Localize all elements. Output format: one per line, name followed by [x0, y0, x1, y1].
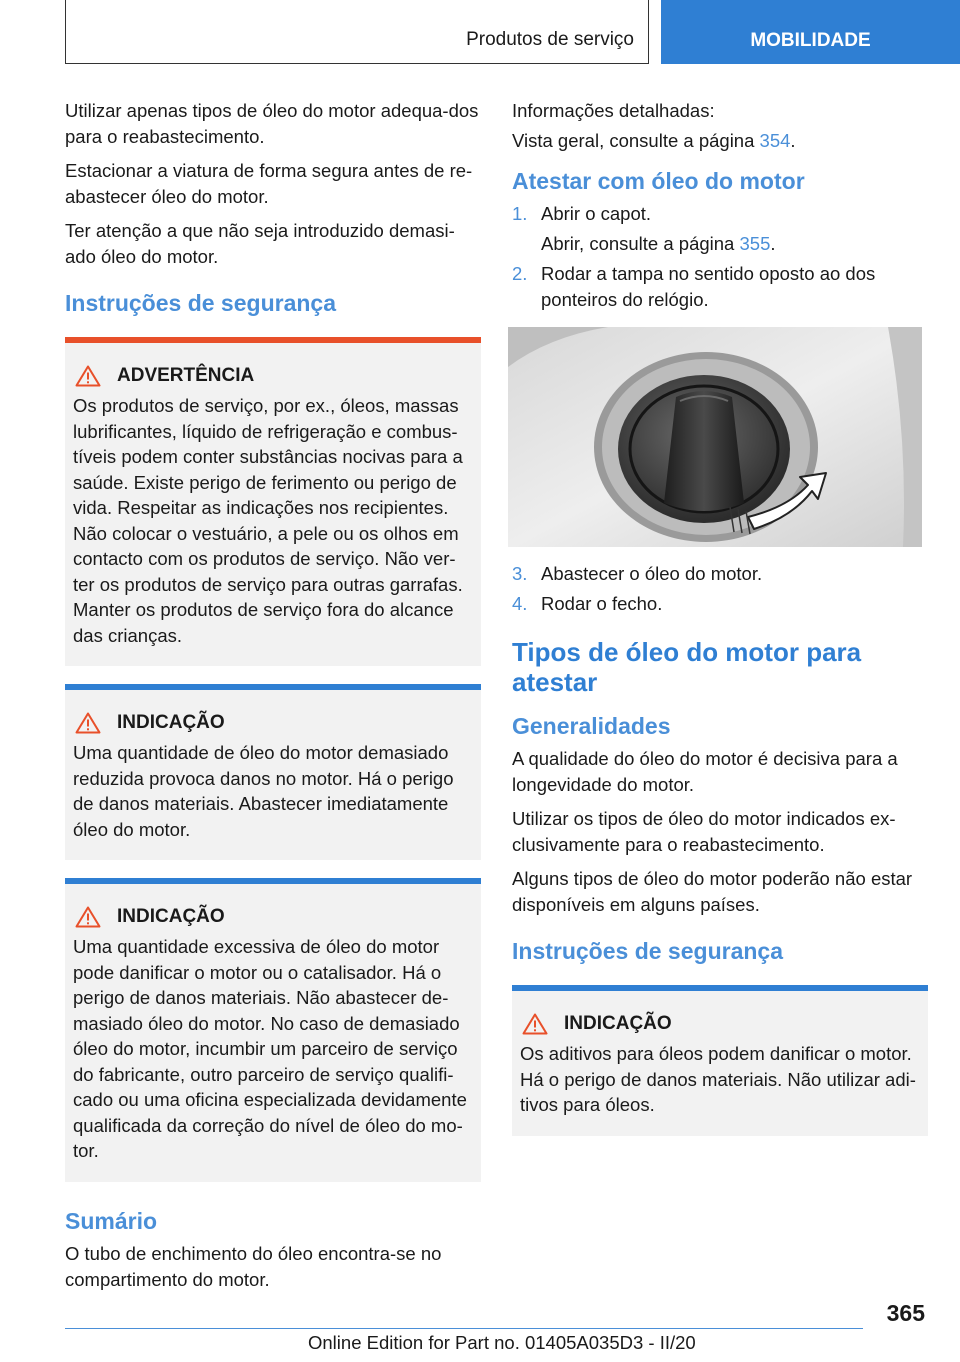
caution-triangle-icon [75, 906, 101, 928]
list-item: 4. Rodar o fecho. [512, 593, 663, 614]
note-box-2 [65, 878, 481, 1182]
list-item: 1. Abrir o capot. [512, 203, 652, 224]
hood-page-link[interactable]: 355 [739, 233, 771, 254]
header-section-tab [65, 0, 649, 64]
general-heading: Generalidades [512, 713, 671, 739]
step-1-reference: Abrir, consulte a página 355. [541, 233, 776, 254]
note-2-title: INDICAÇÃO [117, 906, 225, 927]
overview-reference: Vista geral, consulte a página 354. [512, 130, 796, 151]
intro-paragraph-2: Estacionar a viatura de forma segura antes de re-abastecer óleo do motor. [65, 160, 473, 207]
warning-box [65, 337, 481, 666]
caution-triangle-icon [75, 712, 101, 734]
list-item: 2. Rodar a tampa no sentido oposto ao dos ponteiros do relógio. [512, 263, 876, 310]
safety-heading-right: Instruções de segurança [512, 938, 783, 964]
summary-text: O tubo de enchimento do óleo encontra-se no compartimento do motor. [65, 1242, 442, 1290]
header-chapter-title: MOBILIDADE [750, 30, 871, 51]
general-paragraph-2: Utilizar os tipos de óleo do motor indicados ex-clusivamente para o reabastecimento. [512, 808, 896, 855]
note-box-1 [65, 684, 481, 860]
list-item: 3. Abastecer o óleo do motor. [512, 563, 763, 584]
left-column [65, 98, 481, 1301]
caution-triangle-icon [522, 1013, 548, 1035]
warning-title: ADVERTÊNCIA [117, 365, 255, 386]
intro-paragraph-3: Ter atenção a que não seja introduzido demasi-ado óleo do motor. [65, 220, 455, 267]
note-1-title: INDICAÇÃO [117, 712, 225, 733]
general-paragraph-3: Alguns tipos de óleo do motor poderão não estar disponíveis em alguns países. [512, 868, 913, 915]
topup-heading: Atestar com óleo do motor [512, 168, 805, 194]
safety-heading-left: Instruções de segurança [65, 290, 336, 316]
overview-page-link[interactable]: 354 [759, 130, 791, 151]
warning-triangle-icon [75, 365, 101, 387]
general-paragraph-1: A qualidade do óleo do motor é decisiva para a longevidade do motor. [512, 748, 898, 795]
note-2-text: Uma quantidade excessiva de óleo do motor pode danificar o motor ou o catalisador. Há o perigo de danos materiais. Não abastecer de-masiado óleo do motor. No caso de demasiado óleo do motor, incumbir um parceiro de serviço do fabricante, outro parceiro de serviço qualifi-cado ou uma oficina especializada devidamente qualificada da correção do nível de óleo do mo-tor. [73, 936, 467, 1161]
summary-heading: Sumário [65, 1207, 158, 1234]
topup-steps-b [512, 261, 928, 313]
page-number: 365 [886, 1300, 925, 1326]
details-label: Informações detalhadas: [512, 100, 715, 121]
footer-divider [65, 1328, 863, 1329]
topup-steps-c [512, 561, 928, 617]
warning-text: Os produtos de serviço, por ex., óleos, massas lubrificantes, líquido de refrigeração e combus-tíveis podem conter substâncias nocivas para a saúde. Existe perigo de ferimento ou perigo de vida. Respeitar as indicações nos recipientes. Não colocar o vestuário, a pele ou os olhos em contacto com os produtos de serviço. Não ver-ter os produtos de serviço para outras garrafas. Manter os produtos de serviço fora do alcance das crianças. [73, 395, 463, 646]
intro-paragraph-1: Utilizar apenas tipos de óleo do motor adequa-dos para o reabastecimento. [65, 100, 479, 147]
note-box-3 [512, 985, 928, 1136]
note-3-text: Os aditivos para óleos podem danificar o motor. Há o perigo de danos materiais. Não utilizar adi-tivos para óleos. [520, 1043, 916, 1115]
header-chapter-tab [661, 0, 960, 64]
oil-types-heading: Tipos de óleo do motor para atestar [512, 637, 862, 697]
note-1-text: Uma quantidade de óleo do motor demasiado reduzida provoca danos no motor. Há o perigo de danos materiais. Abastecer imediatamente óleo do motor. [73, 742, 454, 840]
header-section-title: Produtos de serviço [466, 29, 634, 50]
topup-steps-a [512, 201, 928, 227]
oil-cap-illustration [508, 327, 922, 547]
edition-info: Online Edition for Part no. 01405A035D3 - II/20 [308, 1332, 696, 1353]
right-column [512, 98, 928, 1154]
note-3-title: INDICAÇÃO [564, 1013, 672, 1034]
oil-filler-cap-photo [508, 327, 922, 547]
